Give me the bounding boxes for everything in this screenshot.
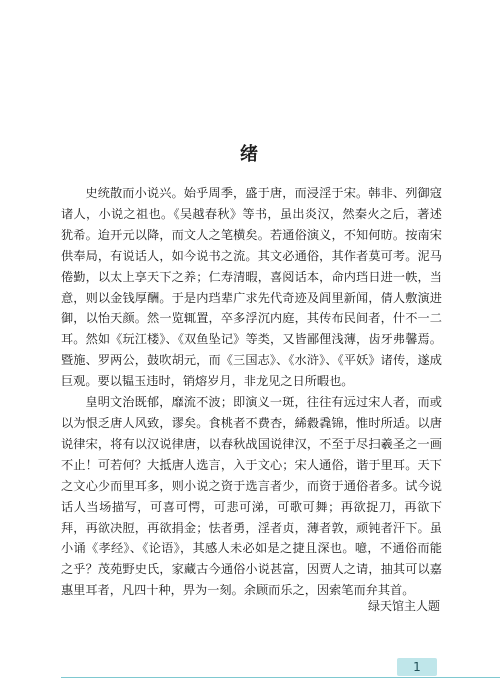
page-number: 1	[413, 660, 421, 674]
paragraph-2: 皇明文治既郁，靡流不波；即演义一斑，往往有远过宋人者，而或以为恨乏唐人风致，谬矣。食桃者不费杏，絺縠毳锦，惟时所适。以唐说律宋，将有以汉说律唐，以春秋战国说律汉，不至于尽扫羲圣之一画不止！可若何？大抵唐人选言，入于文心；宋人通俗，谐于里耳。天下之文心少而里耳多，则小说之资于选言者少，而资于通俗者多。试今说话人当场描写，可喜可愕，可悲可涕，可歌可舞；再欲捉刀，再欲下拜，再欲决脰，再欲捐金；怯者勇，淫者贞，薄者敦，顽钝者汗下。虽小诵《孝经》、《论语》，其感人未必如是之捷且深也。噫，不通俗而能之乎？茂苑野史氏，家藏古今通俗小说甚富，因贾人之请，抽其可以嘉惠里耳者，凡四十种，畀为一刻。余顾而乐之，因索笔而弁其首。	[61, 395, 442, 598]
signature: 绿天馆主人题	[367, 599, 440, 613]
preface-body	[61, 183, 442, 601]
page-number-tab	[397, 658, 437, 676]
footer-rule	[61, 677, 500, 678]
page-title: 绪	[240, 144, 260, 165]
paragraph-1: 史统散而小说兴。始乎周季，盛于唐，而浸淫于宋。韩非、列御寇诸人，小说之祖也。《吴越春秋》等书，虽出炎汉，然秦火之后，著述犹希。迨开元以降，而文人之笔横矣。若通俗演义，不知何昉。按南宋供奉局，有说话人，如今说书之流。其文必通俗，其作者莫可考。泥马倦勤，以太上享天下之养；仁寿清暇，喜阅话本，命内珰日进一帙，当意，则以金钱厚酬。于是内珰辈广求先代奇迹及闾里新闻，倩人敷演进御，以怡天颜。然一览辄置，卒多浮沉内庭，其传布民间者，什不一二耳。然如《玩江楼》、《双鱼坠记》等类，又皆鄙俚浅薄，齿牙弗馨焉。暨施、罗两公，鼓吹胡元，而《三国志》、《水浒》、《平妖》诸传，遂成巨观。要以韫玉违时，销熔岁月，非龙见之日所暇也。	[61, 186, 442, 389]
